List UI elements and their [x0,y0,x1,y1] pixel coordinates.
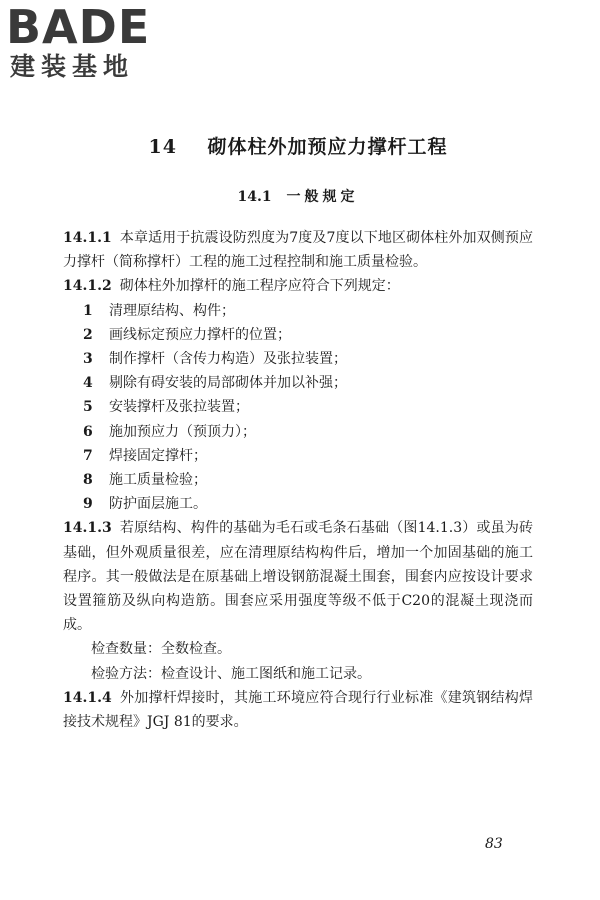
logo-brand: BADE [6,0,151,54]
clause-text: 外加撑杆焊接时，其施工环境应符合现行行业标准《建筑钢结构焊接技术规程》JGJ 81的要求。 [63,689,533,731]
section-title: 一般规定 [286,189,359,205]
section-heading [63,186,533,206]
list-index: 2 [83,326,93,343]
list-text: 清理原结构、构件； [109,302,235,319]
clause-14-1-1 [63,226,533,274]
clause-number: 14.1.2 [63,278,112,295]
bade-logo [6,0,176,88]
list-index: 1 [83,302,93,319]
list-index: 8 [83,472,93,489]
logo-subtitle: 建装基地 [10,52,135,81]
list-index: 5 [83,399,93,416]
list-item [63,323,533,347]
list-text: 施工质量检验； [109,472,207,489]
list-text: 制作撑杆（含传力构造）及张拉装置； [109,351,347,368]
document-body [63,226,533,734]
clause-text: 砌体柱外加撑杆的施工程序应符合下列规定： [119,278,400,295]
list-item [63,371,533,395]
clause-number: 14.1.3 [63,520,112,537]
list-text: 剔除有碍安装的局部砌体并加以补强； [109,375,347,392]
chapter-title [63,132,533,159]
clause-text: 若原结构、构件的基础为毛石或毛条石基础（图14.1.3）或虽为砖基础，但外观质量很差，应在清理原结构构件后，增加一个加固基础的施工程序。其一般做法是在原基础上增设钢筋混凝土围套，围套内应按设计要求设置箍筋及纵向构造筋。围套应采用强度等级不低于C20的混凝土现浇而成。 [63,520,533,634]
clause-14-1-2 [63,274,533,298]
list-item [63,395,533,419]
list-item [63,468,533,492]
chapter-title-text: 砌体柱外加预应力撑杆工程 [207,136,448,158]
clause-number: 14.1.4 [63,689,112,706]
list-index: 9 [83,496,93,513]
list-index: 7 [83,447,93,464]
list-text: 安装撑杆及张拉装置； [109,399,249,416]
clause-14-1-4 [63,686,533,734]
section-number: 14.1 [237,189,272,205]
clause-number: 14.1.1 [63,230,112,246]
clause-text: 本章适用于抗震设防烈度为7度及7度以下地区砌体柱外加双侧预应力撑杆（简称撑杆）工程的施工过程控制和施工质量检验。 [63,230,533,271]
chapter-number: 14 [148,136,177,158]
list-text: 焊接固定撑杆； [109,447,207,464]
list-index: 3 [83,351,93,368]
list-item [63,420,533,444]
list-index: 4 [83,375,93,392]
list-item [63,444,533,468]
list-item [63,299,533,323]
clause-14-1-3 [63,516,533,637]
list-text: 画线标定预应力撑杆的位置； [109,326,291,343]
page-number: 83 [485,836,503,852]
list-index: 6 [83,423,93,440]
list-text: 防护面层施工。 [109,496,207,513]
list-item [63,347,533,371]
inspection-method: 检验方法：检查设计、施工图纸和施工记录。 [91,665,371,682]
list-text: 施加预应力（预顶力）； [109,423,256,440]
inspection-quantity: 检查数量：全数检查。 [91,641,231,658]
list-item [63,492,533,516]
